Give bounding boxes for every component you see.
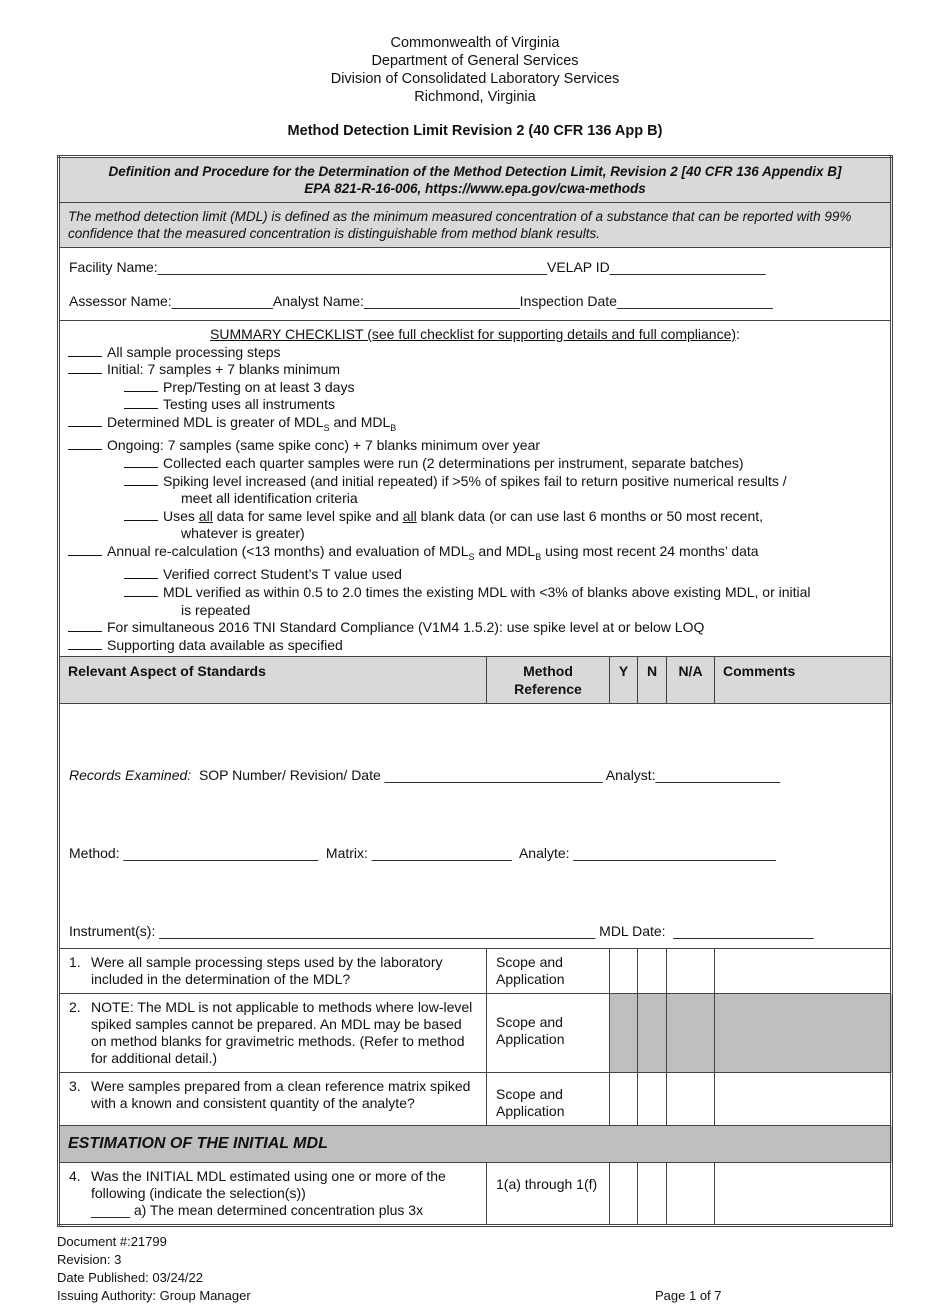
checklist-text: Testing uses all instruments [163, 396, 335, 413]
answer-y[interactable] [610, 949, 638, 994]
assessor-fields[interactable]: Assessor Name:_____________Analyst Name:____________________Inspection Date____________________ [69, 293, 773, 309]
checklist-items [68, 344, 882, 655]
checklist-text: S [323, 422, 330, 433]
checkbox-blank[interactable] [124, 584, 158, 597]
checkbox-blank[interactable] [124, 508, 158, 521]
checklist-text: S [468, 551, 475, 562]
document-title: Method Detection Limit Revision 2 (40 CFR 136 App B) [287, 123, 663, 139]
records-line[interactable]: Method: _________________________ Matrix: __________________ Analyte: __________________________ [69, 845, 776, 862]
checklist-text: Verified correct Student’s T value used [163, 566, 402, 583]
header-line: Department of General Services [371, 53, 579, 69]
header-line: Richmond, Virginia [414, 89, 536, 105]
col-aspect: Relevant Aspect of Standards [59, 657, 487, 704]
summary-checklist [59, 321, 892, 657]
definition-heading [59, 157, 892, 203]
mdl-definition: The method detection limit (MDL) is defined as the minimum measured concentration of a substance that can be reported with 99% confidence that the measured concentration is distinguishable from method blank results. [59, 203, 892, 248]
checklist-item [68, 543, 882, 566]
checklist-text: Initial: 7 samples + 7 blanks minimum [107, 361, 341, 378]
question-text: Were samples prepared from a clean reference matrix spiked with a known and consistent quantity of the analyte? [91, 1078, 471, 1112]
facility-fields[interactable]: Facility Name:__________________________________________________VELAP ID____________________ [69, 259, 766, 275]
definition-source: EPA 821-R-16-006, https://www.epa.gov/cwa-methods [304, 181, 646, 196]
checklist-text: Collected each quarter samples were run (2 determinations per instrument, separate batches) [163, 454, 744, 471]
col-na: N/A [667, 657, 715, 704]
doc-number: Document #:21799 [57, 1234, 167, 1250]
checklist-item [68, 396, 882, 414]
method-ref: 1(a) through 1(f) [487, 1163, 610, 1226]
col-n: N [638, 657, 667, 704]
checklist-text: MDL verified as within 0.5 to 2.0 times the existing MDL with <3% of blanks above existing MDL, or initial [163, 583, 811, 600]
footer [57, 1233, 893, 1305]
checkbox-blank[interactable] [124, 396, 158, 409]
checklist-table [57, 155, 893, 1227]
question-number: 4. [69, 1168, 81, 1185]
checklist-text-continued: meet all identification criteria [181, 490, 358, 507]
facility-section [59, 248, 892, 321]
checklist-text: Uses [163, 507, 199, 524]
footer-area [57, 1233, 893, 1305]
checkbox-blank[interactable] [124, 566, 158, 579]
records-examined[interactable] [59, 704, 892, 949]
checklist-text: B [535, 551, 542, 562]
checklist-text: all [198, 507, 213, 524]
question-row [59, 1073, 892, 1126]
checkbox-blank[interactable] [68, 361, 102, 374]
checklist-title [68, 326, 882, 344]
comments-cell[interactable] [715, 1073, 892, 1126]
header-line: Division of Consolidated Laboratory Services [330, 71, 620, 87]
checklist-text: data for same level spike and [212, 507, 403, 524]
answer-na [667, 994, 715, 1073]
question-number: 2. [69, 999, 81, 1016]
col-y: Y [610, 657, 638, 704]
org-header [0, 0, 950, 106]
answer-na[interactable] [667, 949, 715, 994]
question-text: Were all sample processing steps used by the laboratory included in the determination of the MDL? [91, 954, 443, 988]
page-number: Page 1 of 7 [655, 1288, 722, 1304]
checklist-text-continued: is repeated [181, 601, 251, 618]
col-method: Method Reference [487, 657, 610, 704]
checklist-item [68, 584, 882, 602]
records-label: Records Examined: [69, 767, 192, 784]
checklist-item [68, 344, 882, 362]
checkbox-blank[interactable] [124, 379, 158, 392]
question-number: 3. [69, 1078, 81, 1095]
comments-cell[interactable] [715, 949, 892, 994]
checklist-item [68, 379, 882, 397]
checklist-text: Annual re-calculation (<13 months) and evaluation of MDL [107, 542, 469, 559]
checkbox-blank[interactable] [68, 619, 102, 632]
checklist-item [68, 437, 882, 455]
checkbox-blank[interactable] [68, 637, 102, 650]
answer-n[interactable] [638, 1163, 667, 1226]
checklist-text: Spiking level increased (and initial repeated) if >5% of spikes fail to return positive numerical results / [163, 472, 787, 489]
records-line[interactable]: SOP Number/ Revision/ Date ____________________________ Analyst:________________ [191, 767, 781, 784]
definition-line: Definition and Procedure for the Determination of the Method Detection Limit, Revision 2 [40 CFR 136 Appendix B] [108, 164, 842, 179]
checklist-title-text: SUMMARY CHECKLIST (see full checklist for supporting details and full compliance) [210, 326, 737, 342]
checkbox-blank[interactable] [68, 344, 102, 357]
question-number: 1. [69, 954, 81, 971]
checklist-text: Prep/Testing on at least 3 days [163, 378, 355, 395]
checkbox-blank[interactable] [124, 455, 158, 468]
checklist-item [68, 619, 882, 637]
checklist-item [68, 508, 882, 526]
answer-n[interactable] [638, 949, 667, 994]
section-heading: ESTIMATION OF THE INITIAL MDL [59, 1126, 892, 1163]
checklist-text-continued: whatever is greater) [181, 525, 305, 542]
method-ref: Scope and Application [487, 1073, 610, 1126]
comments-cell [715, 994, 892, 1073]
checklist-item [68, 637, 882, 655]
answer-y[interactable] [610, 1073, 638, 1126]
date-published: Date Published: 03/24/22 [57, 1270, 203, 1286]
checkbox-blank[interactable] [68, 543, 102, 556]
checkbox-blank[interactable] [124, 473, 158, 486]
answer-y [610, 994, 638, 1073]
question-row [59, 994, 892, 1073]
checklist-text: using most recent 24 months’ data [541, 542, 759, 559]
col-comments: Comments [715, 657, 892, 704]
question-text: Was the INITIAL MDL estimated using one or more of the following (indicate the selection(s)) [91, 1168, 446, 1202]
method-ref: Scope and Application [487, 994, 610, 1073]
checklist-item [68, 455, 882, 473]
checklist-item [68, 566, 882, 584]
checklist-title-colon: : [736, 326, 740, 342]
checklist-text: all [402, 507, 417, 524]
checklist-text: Ongoing: 7 samples (same spike conc) + 7 blanks minimum over year [107, 437, 541, 454]
question-option[interactable]: _____ a) The mean determined concentration plus 3x [91, 1202, 424, 1219]
answer-n[interactable] [638, 1073, 667, 1126]
question-row [59, 949, 892, 994]
checklist-item [68, 361, 882, 379]
checkbox-blank[interactable] [68, 414, 102, 427]
checklist-text: For simultaneous 2016 TNI Standard Compliance (V1M4 1.5.2): use spike level at or below LOQ [107, 619, 705, 636]
answer-na[interactable] [667, 1073, 715, 1126]
issuing-authority: Issuing Authority: Group Manager [57, 1288, 251, 1304]
checklist-text: All sample processing steps [107, 343, 281, 360]
checklist-text: blank data (or can use last 6 months or 50 most recent, [416, 507, 764, 524]
records-line[interactable]: Instrument(s): ________________________________________________________ MDL Date: __________________ [69, 923, 814, 940]
question-row [59, 1163, 892, 1226]
checklist-text: B [390, 422, 397, 433]
checklist-item [68, 473, 882, 491]
checkbox-blank[interactable] [68, 437, 102, 450]
checklist-text: Determined MDL is greater of MDL [107, 413, 324, 430]
checklist-text: and MDL [474, 542, 536, 559]
answer-na[interactable] [667, 1163, 715, 1226]
revision: Revision: 3 [57, 1252, 122, 1268]
checklist-item [68, 414, 882, 437]
question-text: NOTE: The MDL is not applicable to methods where low-level spiked samples cannot be prepared. An MDL may be based on method blanks for gravimetric methods. (Refer to method for additional detail.) [91, 999, 473, 1067]
comments-cell[interactable] [715, 1163, 892, 1226]
method-ref: Scope and Application [487, 949, 610, 994]
header-line: Commonwealth of Virginia [390, 35, 560, 51]
checklist-text: and MDL [329, 413, 391, 430]
answer-n [638, 994, 667, 1073]
answer-y[interactable] [610, 1163, 638, 1226]
checklist-text: Supporting data available as specified [107, 636, 343, 653]
